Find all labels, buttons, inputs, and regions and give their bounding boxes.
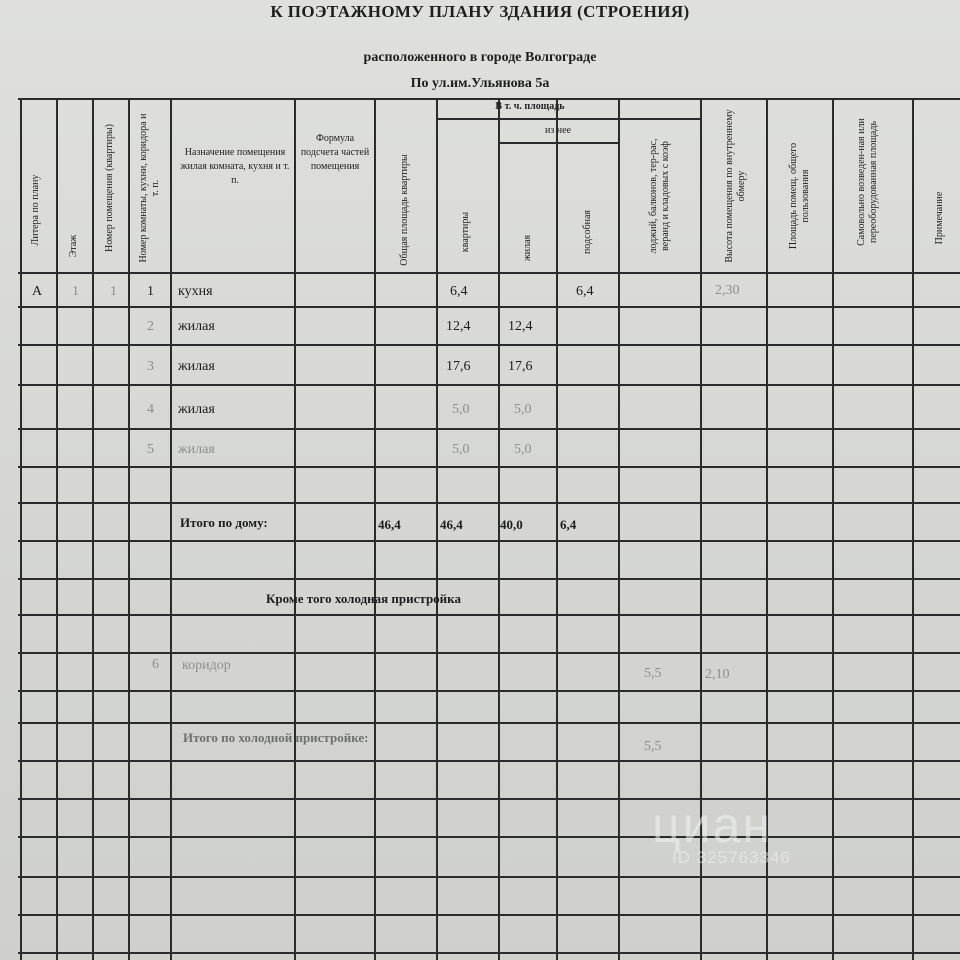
grid-row-line [18,614,960,616]
grid-row-line [18,540,960,542]
row3-zhilaya: 17,6 [508,359,533,374]
header-obshaya: Общая площадь квартиры [399,154,410,266]
grid-col-line [556,98,558,960]
grid-col-line [170,98,172,960]
grid-col-line [92,98,94,960]
grid-row-line [18,914,960,916]
document-street: По ул.им.Ульянова 5а [410,76,550,91]
header-samovolno: Самовольно возведен-ная или переоборудованная площадь [856,118,879,246]
header-litera: Литера по плану [30,174,41,246]
row5-zhilaya: 5,0 [514,442,532,457]
row1-podsobnaya: 6,4 [576,284,594,299]
grid-col-line [56,98,58,960]
row3-kvartiry: 17,6 [446,359,471,374]
cold-annex-vysota: 2,10 [705,667,730,682]
grid-row-line [498,142,618,144]
row3-komnata: 3 [147,359,154,374]
row3-naznachenie: жилая [178,359,215,374]
grid-row-line [18,272,960,274]
grid-col-line [294,98,296,960]
row5-komnata: 5 [147,442,154,457]
header-vtch: В т. ч. площадь [495,101,565,112]
grid-row-line [18,466,960,468]
grid-col-line [618,98,620,960]
grid-row-line [18,502,960,504]
row5-kvartiry: 5,0 [452,442,470,457]
grid-row-line [18,578,960,580]
total-house-podsobnaya: 6,4 [560,517,577,532]
row1-pomesh: 1 [110,284,117,299]
row1-kvartiry: 6,4 [450,284,468,299]
watermark-id: ID 325763346 [672,848,791,867]
row2-komnata: 2 [147,319,154,334]
grid-row-line [436,118,702,120]
grid-col-line [374,98,376,960]
row1-naznachenie: кухня [178,284,213,299]
header-nomer-komnaty: Номер комнаты, кухни, коридора и т. п. [138,113,161,263]
document-title: К ПОЭТАЖНОМУ ПЛАНУ ЗДАНИЯ (СТРОЕНИЯ) [270,2,690,21]
header-zhilaya: жилая [522,234,533,262]
grid-row-line [18,344,960,346]
header-naznachenie: Назначение помещения жилая комната, кухня и т. п. [180,147,290,186]
header-lodzhii: лоджий, балконов, тер-рас, веранд и кладовых с коэф [648,138,671,254]
row4-naznachenie: жилая [178,402,215,417]
header-vysota: Высота помещения по внутреннему обмеру [724,109,747,263]
grid-row-line [18,952,960,954]
cold-annex-naznachenie: коридор [182,658,231,673]
row4-kvartiry: 5,0 [452,402,470,417]
header-primechanie: Примечание [934,191,945,245]
cold-annex-total-label: Итого по холодной пристройке: [183,730,369,745]
cold-annex-lodzhii: 5,5 [644,666,662,681]
grid-col-line [128,98,130,960]
total-house-label: Итого по дому: [180,515,268,530]
grid-row-line [18,652,960,654]
grid-row-line [18,690,960,692]
header-kvartiry: квартиры [460,211,471,253]
grid-col-line [832,98,834,960]
row5-naznachenie: жилая [178,442,215,457]
cold-annex-heading: Кроме того холодная пристройка [266,591,461,606]
grid-row-line [18,722,960,724]
total-house-zhilaya: 40,0 [500,517,523,532]
row1-komnata: 1 [147,284,154,299]
grid-row-line [18,428,960,430]
grid-col-line [912,98,914,960]
cold-annex-total-value: 5,5 [644,739,662,754]
document-location: расположенного в городе Волгограде [363,50,597,65]
header-formula: Формула подсчета частей помещения [300,133,370,172]
row1-etazh: 1 [72,284,79,299]
grid-row-line [18,876,960,878]
cold-annex-komnata: 6 [152,657,159,672]
grid-row-line [18,760,960,762]
grid-row-line [18,798,960,800]
grid-col-line [20,98,22,960]
row1-litera: А [32,284,43,299]
header-podsobnaya: подсобная [582,209,593,255]
header-nomer-pomesh: Номер помещения (квартиры) [104,123,115,253]
total-house-obshaya: 46,4 [378,517,401,532]
grid-row-line [18,836,960,838]
row2-naznachenie: жилая [178,319,215,334]
grid-col-line [436,98,438,960]
row2-kvartiry: 12,4 [446,319,471,334]
grid-row-line [18,384,960,386]
row2-zhilaya: 12,4 [508,319,533,334]
row4-zhilaya: 5,0 [514,402,532,417]
watermark-logo: циан [652,797,772,853]
header-etazh: Этаж [68,234,79,258]
header-obshego: Площадь помещ. общего пользования [788,142,811,250]
row1-vysota: 2,30 [715,283,740,298]
total-house-kvartiry: 46,4 [440,517,463,532]
grid-row-line [18,306,960,308]
header-iz-nee: из нее [544,125,572,136]
row4-komnata: 4 [147,402,154,417]
